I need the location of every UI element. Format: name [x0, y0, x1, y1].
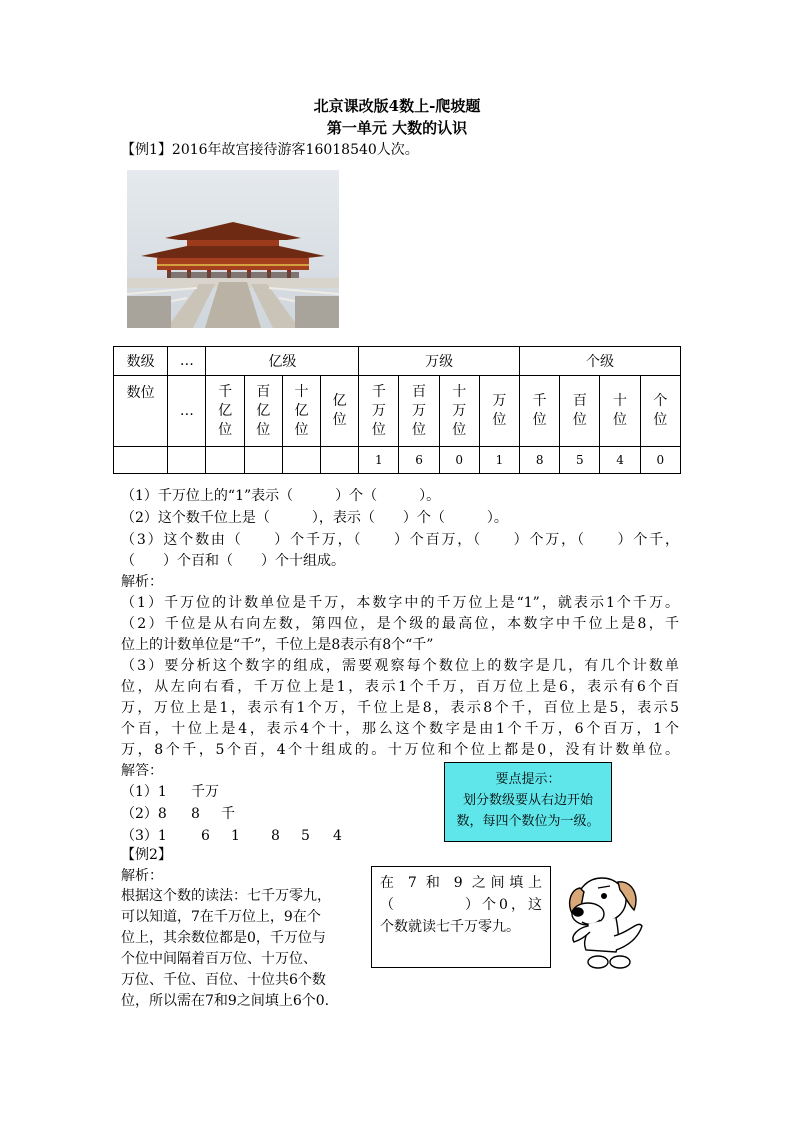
tip-box — [444, 762, 612, 842]
analysis-line: 位上的计数单位是“千”，千位上是8表示有8个“千” — [121, 637, 434, 653]
speech-bubble — [371, 866, 551, 968]
cartoon-dog-icon — [558, 866, 648, 974]
digit-cell-empty — [114, 447, 168, 474]
digit-cell: 4 — [600, 447, 640, 474]
analysis2-line: 个位中间隔着百万位、十万位、 — [121, 951, 317, 967]
place-cell: 百 万 位 — [399, 376, 439, 447]
digit-cell-empty — [282, 447, 320, 474]
analysis-line: （3）要分析这个数字的组成，需要观察每个数位上的数字是几，有几个计数单 — [121, 658, 679, 674]
level-dots: … — [168, 347, 206, 376]
digit-cell: 1 — [359, 447, 399, 474]
analysis-line: （2）千位是从右向左数，第四位，是个级的最高位，本数字中千位上是8，千 — [121, 616, 679, 632]
answer-1: （1）1 千万 — [121, 784, 219, 800]
analysis2-line: 位上，其余数位都是0，千万位与 — [121, 930, 326, 946]
place-cell: 个 位 — [640, 376, 680, 447]
analysis-line: 万，万位上是1，表示有1个万，千位上是8，表示8个千，百位上是5，表示5 — [121, 700, 679, 716]
palace-photo — [127, 170, 339, 328]
level-yi: 亿级 — [206, 347, 359, 376]
example2-label: 【例2】 — [121, 847, 172, 863]
analysis-line: （1）千万位的计数单位是千万，本数字中的千万位上是“1”，就表示1个千万。 — [121, 595, 679, 611]
analysis2-line: 位，所以需在7和9之间填上6个0. — [121, 993, 330, 1009]
digit-cell: 6 — [399, 447, 439, 474]
analysis-line: 位，从左向右看，千万位上是1，表示1个千万，百万位上是6，表示有6个百 — [121, 679, 679, 695]
digit-cell-empty — [206, 447, 244, 474]
digit-cell: 0 — [439, 447, 479, 474]
level-wan: 万级 — [359, 347, 520, 376]
analysis2-line: 可以知道，7在千万位上，9在个 — [121, 909, 321, 925]
place-cell: 百 位 — [560, 376, 600, 447]
digit-cell-empty — [321, 447, 359, 474]
digit-cell-empty — [244, 447, 282, 474]
answer-2: （2）8 8 千 — [121, 806, 235, 822]
bubble-line: 在 7 和 9 之间填上 — [380, 875, 542, 891]
tip-line: 划分数级要从右边开始 — [462, 793, 593, 808]
place-header: 数位 — [114, 376, 168, 447]
analysis2-line: 根据这个数的读法：七千万零九， — [121, 888, 331, 904]
question-3-cont: （ ）个百和（ ）个十组成。 — [121, 553, 345, 569]
digit-row — [114, 447, 681, 474]
question-1: （1）千万位上的“1”表示（ ）个（ ）。 — [121, 488, 441, 504]
bubble-line: 个数就读七千万零九。 — [380, 919, 520, 935]
analysis-line: 个百，十位上是4，表示4个十，那么这个数字是由1个千万，6个百万，1个 — [121, 721, 679, 737]
level-ge: 个级 — [520, 347, 681, 376]
digit-cell: 1 — [479, 447, 519, 474]
unit-title: 第一单元 大数的认识 — [326, 119, 468, 137]
analysis2-line: 万位、千位、百位、十位共6个数 — [121, 972, 326, 988]
place-cell: 十 万 位 — [439, 376, 479, 447]
level-row — [114, 347, 681, 376]
question-2: （2）这个数千位上是（ ），表示（ ）个（ ）。 — [121, 510, 508, 526]
digit-cell-empty — [168, 447, 206, 474]
tip-title: 要点提示： — [495, 772, 561, 787]
place-cell: 千 位 — [520, 376, 560, 447]
level-header: 数级 — [114, 347, 168, 376]
place-cell: 万 位 — [479, 376, 519, 447]
bubble-line: （ ）个0，这 — [380, 897, 542, 913]
place-value-table — [113, 346, 681, 474]
analysis-line: 万，8个千，5个百，4个十组成的。十万位和个位上都是0，没有计数单位。 — [121, 742, 679, 758]
place-dots: … — [168, 376, 206, 447]
place-cell: 千 万 位 — [359, 376, 399, 447]
page-title: 北京课改版4数上-爬坡题 — [313, 97, 481, 115]
tip-line: 数，每四个数位为一级。 — [456, 814, 600, 829]
place-cell: 千 亿 位 — [206, 376, 244, 447]
place-row — [114, 376, 681, 447]
place-cell: 百 亿 位 — [244, 376, 282, 447]
digit-cell: 8 — [520, 447, 560, 474]
analysis2-label: 解析： — [121, 868, 163, 884]
digit-cell: 5 — [560, 447, 600, 474]
place-cell: 十 位 — [600, 376, 640, 447]
question-3: （3）这个数由（ ）个千万，（ ）个百万，（ ）个万，（ ）个千， — [121, 532, 679, 548]
example1-text: 【例1】2016年故宫接待游客16018540人次。 — [121, 142, 419, 158]
answer-label: 解答： — [121, 763, 163, 779]
digit-cell: 0 — [640, 447, 680, 474]
place-cell: 十 亿 位 — [282, 376, 320, 447]
place-cell: 亿 位 — [321, 376, 359, 447]
answer-3: （3）1 6 1 8 5 4 — [121, 828, 342, 844]
analysis-label: 解析： — [121, 574, 163, 590]
